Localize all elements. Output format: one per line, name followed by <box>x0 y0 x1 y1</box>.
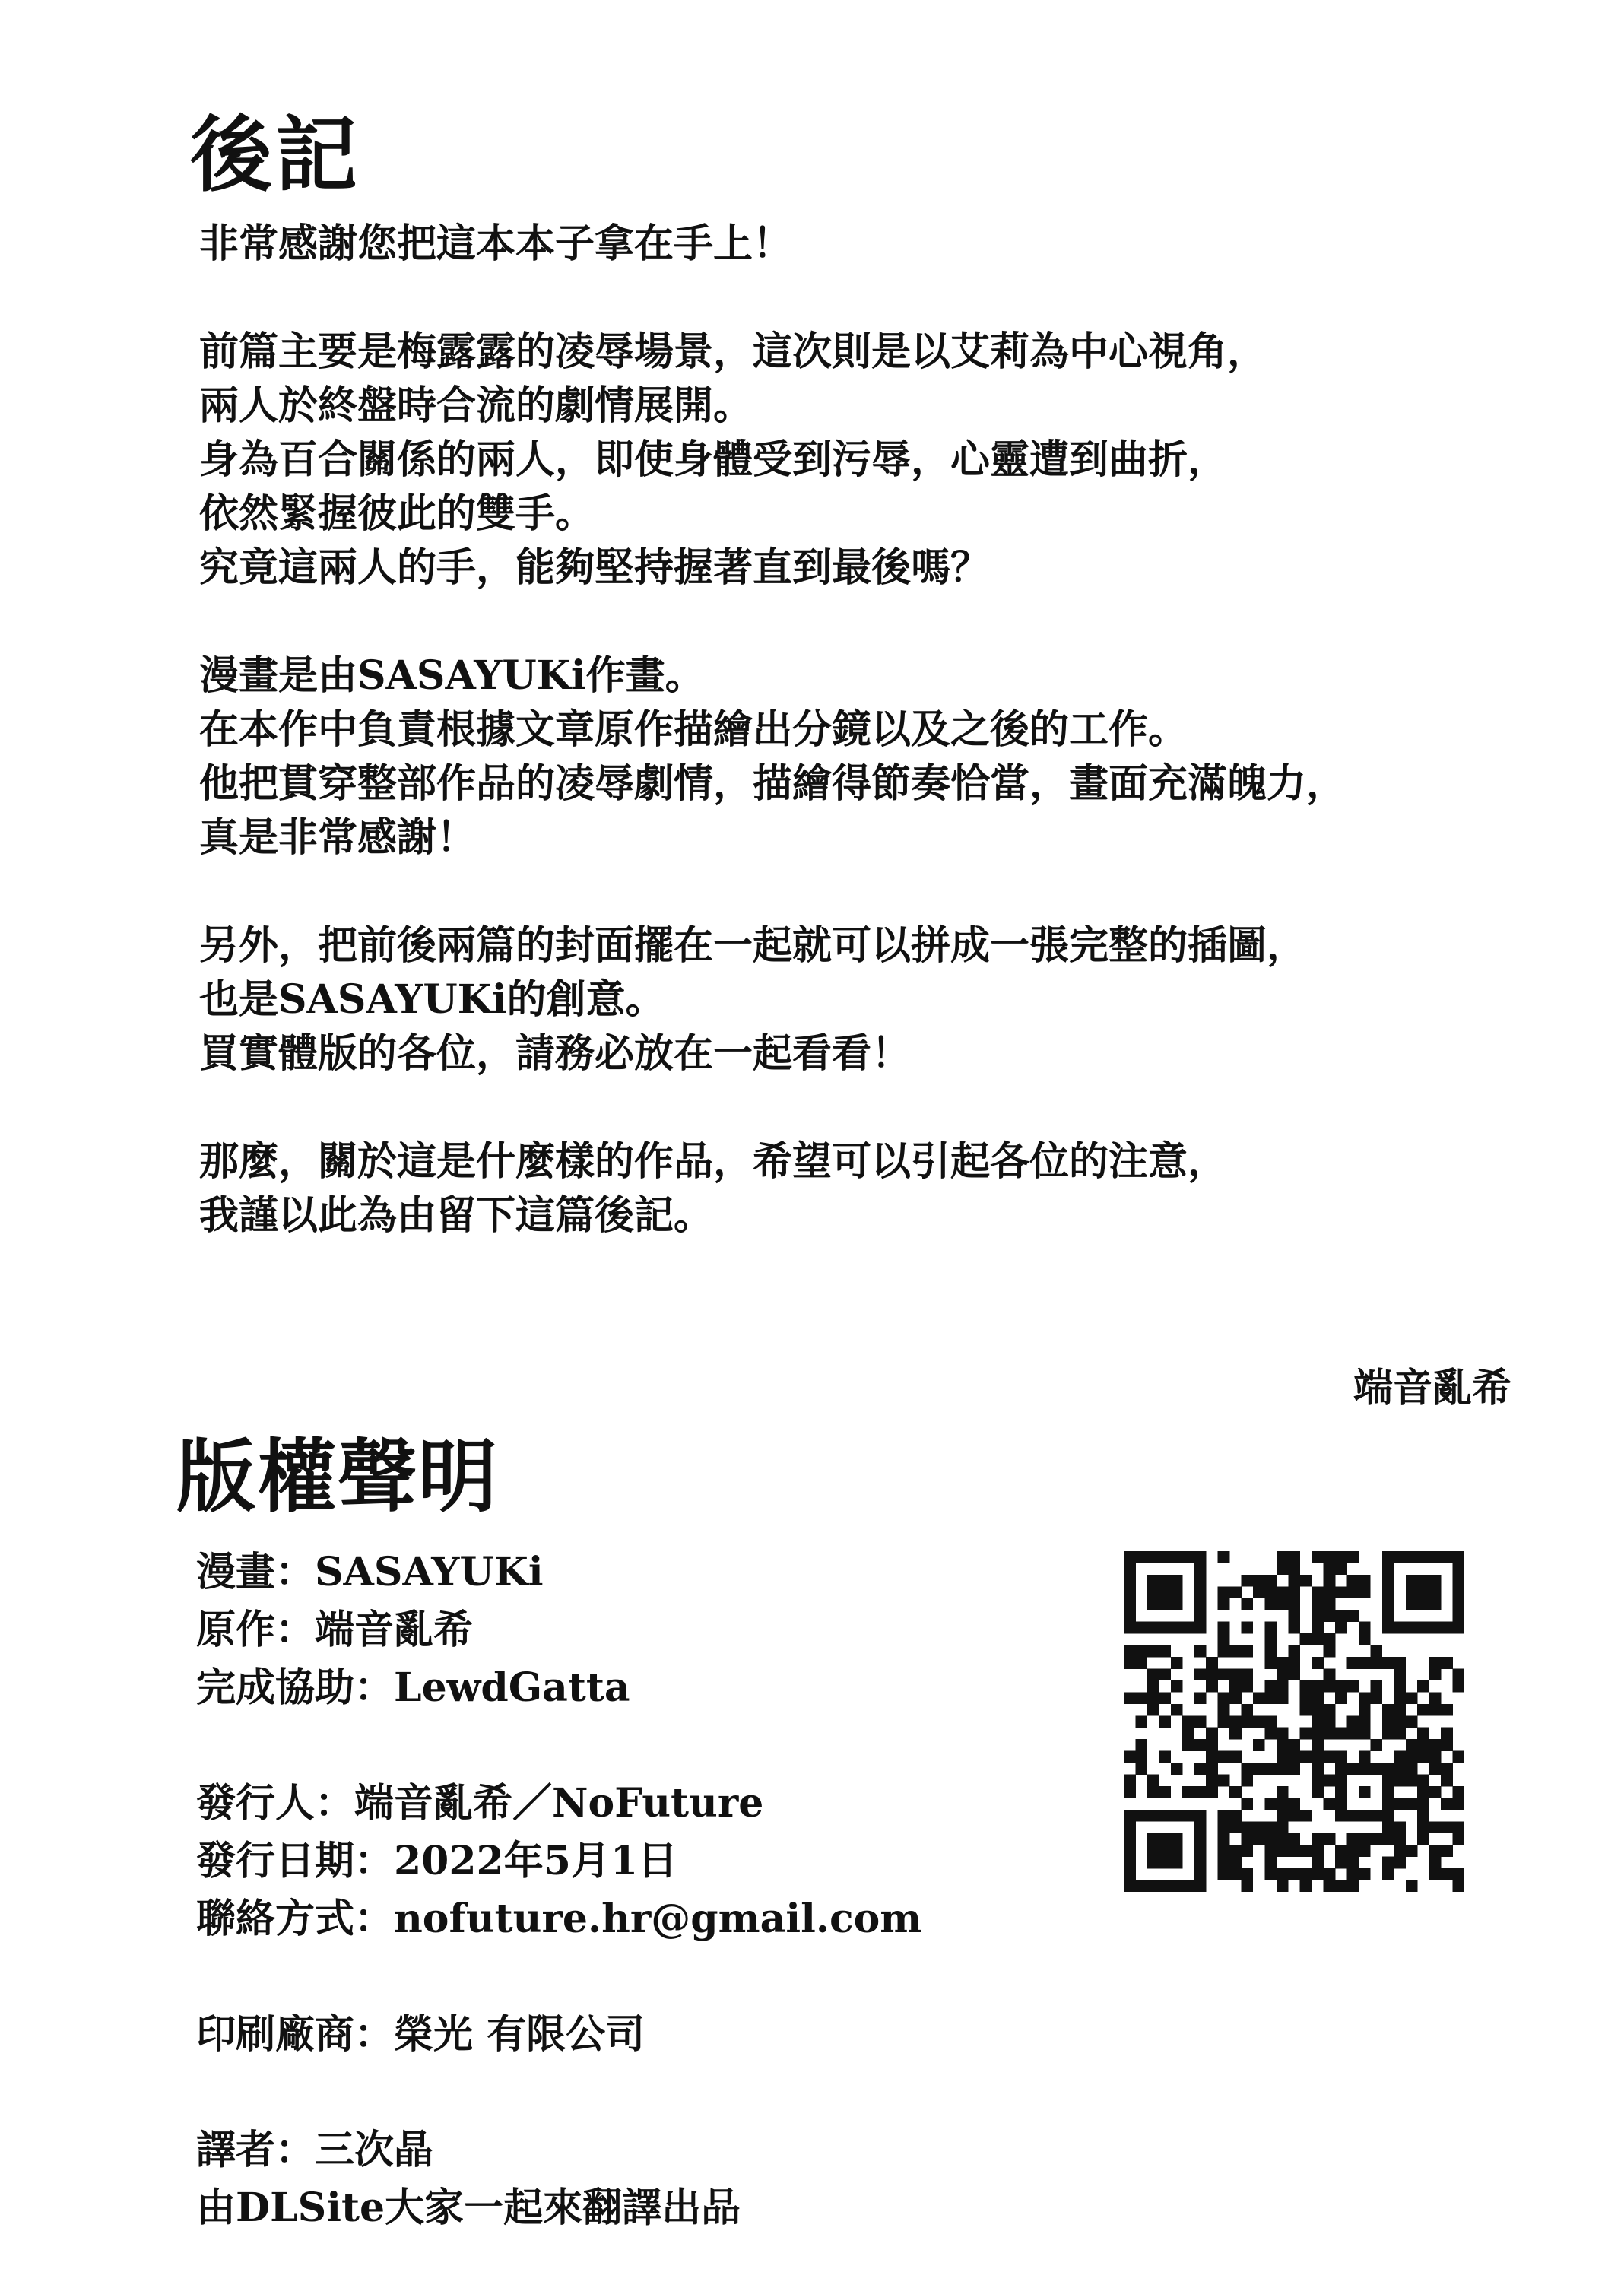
afterword-line: 他把貫穿整部作品的凌辱劇情，描繪得節奏恰當，畫面充滿魄力， <box>199 760 1346 807</box>
afterword-line: 另外，把前後兩篇的封面擺在一起就可以拼成一張完整的插圖， <box>199 922 1307 969</box>
afterword-line: 依然緊握彼此的雙手。 <box>199 490 595 537</box>
afterword-line: 前篇主要是梅露露的凌辱場景，這次則是以艾莉為中心視角， <box>199 328 1267 375</box>
afterword-paragraph <box>199 649 1537 865</box>
afterword-line: 兩人於終盤時合流的劇情展開。 <box>199 382 753 429</box>
credit-line: 發行人：端音亂希／NoFuture <box>196 1780 764 1826</box>
afterword-line: 買實體版的各位，請務必放在一起看看！ <box>199 1030 912 1077</box>
afterword-title: 後記 <box>190 107 361 203</box>
credit-line: 譯者：三次晶 <box>196 2127 434 2173</box>
credits-group <box>196 1544 1071 1717</box>
qr-code-icon <box>1124 1551 1464 1892</box>
contact-email: 聯絡方式：nofuture.hr@gmail.com <box>196 1896 922 1942</box>
afterword-line: 也是SASAYUKi的創意。 <box>199 976 665 1023</box>
afterword-paragraph <box>199 919 1537 1081</box>
credit-line: 原作：端音亂希 <box>196 1607 474 1653</box>
afterword-line: 究竟這兩人的手，能夠堅持握著直到最後嗎？ <box>199 544 991 591</box>
credit-line: 印刷廠商：榮光 有限公司 <box>196 2011 645 2058</box>
afterword-paragraph <box>199 217 1537 271</box>
afterword-line: 身為百合關係的兩人，即使身體受到污辱，心靈遭到曲折， <box>199 436 1228 483</box>
afterword-line: 漫畫是由SASAYUKi作畫。 <box>199 652 705 699</box>
afterword-body <box>199 217 1537 1296</box>
afterword-line: 那麼，關於這是什麼樣的作品，希望可以引起各位的注意， <box>199 1138 1228 1185</box>
author-signature: 端音亂希 <box>1353 1365 1511 1411</box>
afterword-line: 在本作中負責根據文章原作描繪出分鏡以及之後的工作。 <box>199 706 1188 753</box>
credits-group <box>196 1775 1071 1948</box>
afterword-paragraph <box>199 325 1537 595</box>
afterword-line: 我謹以此為由留下這篇後記。 <box>199 1192 714 1239</box>
afterword-line: 真是非常感謝！ <box>199 814 477 861</box>
credit-line: 發行日期：2022年5月1日 <box>196 1838 678 1884</box>
credit-line: 漫畫：SASAYUKi <box>196 1549 544 1595</box>
credits-group <box>196 2121 1071 2237</box>
afterword-line: 非常感謝您把這本本子拿在手上！ <box>199 221 793 267</box>
copyright-title: 版權聲明 <box>176 1430 500 1523</box>
afterword-paragraph <box>199 1134 1537 1242</box>
credit-line: 由DLSite大家一起來翻譯出品 <box>196 2185 741 2231</box>
credits-block <box>196 1544 1071 2237</box>
credits-group <box>196 2006 1071 2064</box>
credit-line: 完成協助：LewdGatta <box>196 1664 630 1711</box>
